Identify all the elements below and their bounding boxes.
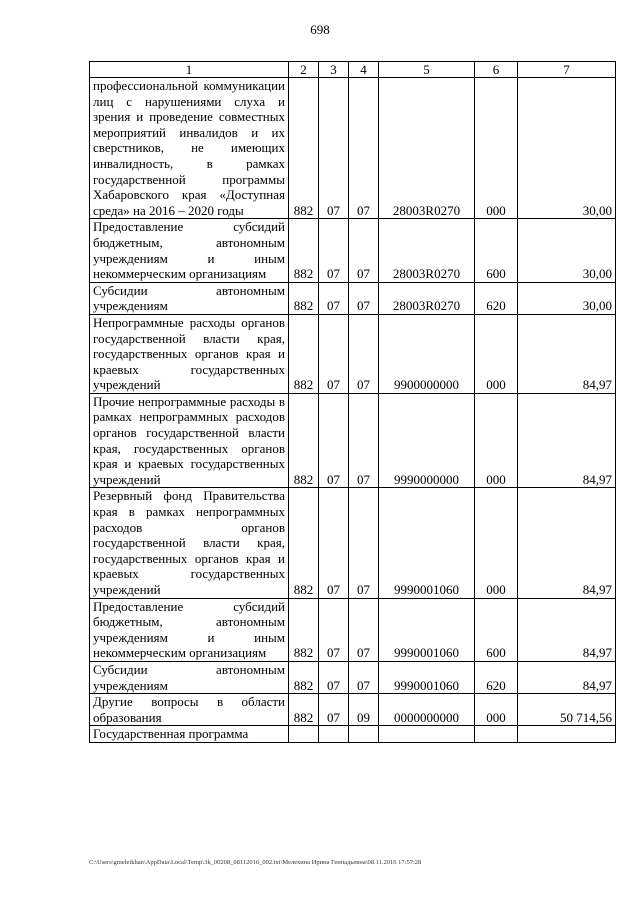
- row-section: [319, 726, 349, 743]
- header-col-2: 2: [289, 62, 319, 78]
- row-admin-code: 882: [289, 282, 319, 314]
- table-row: [90, 488, 616, 598]
- table-row: [90, 661, 616, 693]
- row-name: Государственная программа: [90, 726, 289, 743]
- table-row: [90, 78, 616, 219]
- row-section: 07: [319, 661, 349, 693]
- row-admin-code: [289, 726, 319, 743]
- row-expense-type: 620: [475, 282, 518, 314]
- row-name: Резервный фонд Правительства края в рамках непрограммных расходов органов государственной власти края, государственных органов края и краевых государственных учреждений: [90, 488, 289, 598]
- row-target-article: 9990001060: [379, 661, 475, 693]
- row-expense-type: 600: [475, 598, 518, 661]
- row-admin-code: 882: [289, 488, 319, 598]
- header-col-4: 4: [349, 62, 379, 78]
- row-amount: 50 714,56: [518, 694, 616, 726]
- row-subsection: 07: [349, 661, 379, 693]
- row-admin-code: 882: [289, 694, 319, 726]
- row-section: 07: [319, 694, 349, 726]
- row-name: Непрограммные расходы органов государственной власти края, государственных органов края и краевых государственных учреждений: [90, 314, 289, 393]
- row-section: 07: [319, 219, 349, 282]
- row-expense-type: 000: [475, 314, 518, 393]
- table-row: [90, 393, 616, 488]
- row-subsection: 07: [349, 219, 379, 282]
- table-row: [90, 314, 616, 393]
- table-row: [90, 726, 616, 743]
- header-row: [90, 62, 616, 78]
- row-name: профессиональной коммуникации лиц с нарушениями слуха и зрения и проведение совместных мероприятий инвалидов и их сверстников, не имеющих инвалидность, в рамках государственной программы Хабаровского края «Доступная среда» на 2016 – 2020 годы: [90, 78, 289, 219]
- row-target-article: 0000000000: [379, 694, 475, 726]
- row-amount: 84,97: [518, 598, 616, 661]
- row-amount: [518, 726, 616, 743]
- row-subsection: 09: [349, 694, 379, 726]
- row-expense-type: 000: [475, 78, 518, 219]
- row-amount: 30,00: [518, 282, 616, 314]
- row-expense-type: 600: [475, 219, 518, 282]
- row-target-article: 9990001060: [379, 488, 475, 598]
- header-col-3: 3: [319, 62, 349, 78]
- row-admin-code: 882: [289, 661, 319, 693]
- row-admin-code: 882: [289, 393, 319, 488]
- row-target-article: 9990001060: [379, 598, 475, 661]
- row-amount: 30,00: [518, 219, 616, 282]
- row-subsection: 07: [349, 598, 379, 661]
- row-subsection: 07: [349, 282, 379, 314]
- header-col-1: 1: [90, 62, 289, 78]
- table-row: [90, 219, 616, 282]
- row-admin-code: 882: [289, 598, 319, 661]
- row-amount: 84,97: [518, 314, 616, 393]
- table-row: [90, 282, 616, 314]
- row-amount: 84,97: [518, 488, 616, 598]
- row-amount: 30,00: [518, 78, 616, 219]
- header-col-5: 5: [379, 62, 475, 78]
- row-target-article: 28003R0270: [379, 78, 475, 219]
- row-expense-type: 000: [475, 694, 518, 726]
- row-target-article: 28003R0270: [379, 219, 475, 282]
- table-row: [90, 694, 616, 726]
- table-row: [90, 598, 616, 661]
- row-target-article: 9900000000: [379, 314, 475, 393]
- header-col-7: 7: [518, 62, 616, 78]
- row-expense-type: 000: [475, 488, 518, 598]
- row-admin-code: 882: [289, 219, 319, 282]
- row-section: 07: [319, 78, 349, 219]
- row-name: Субсидии автономным учреждениям: [90, 282, 289, 314]
- row-name: Предоставление субсидий бюджетным, автономным учреждениям и иным некоммерческим организациям: [90, 598, 289, 661]
- row-name: Субсидии автономным учреждениям: [90, 661, 289, 693]
- row-amount: 84,97: [518, 661, 616, 693]
- row-target-article: 28003R0270: [379, 282, 475, 314]
- row-expense-type: [475, 726, 518, 743]
- row-name: Предоставление субсидий бюджетным, автономным учреждениям и иным некоммерческим организациям: [90, 219, 289, 282]
- row-section: 07: [319, 314, 349, 393]
- row-name: Прочие непрограммные расходы в рамках непрограммных расходов органов государственной власти края, государственных органов края и краевых государственных учреждений: [90, 393, 289, 488]
- budget-table: [89, 61, 616, 743]
- row-admin-code: 882: [289, 314, 319, 393]
- row-subsection: 07: [349, 314, 379, 393]
- row-section: 07: [319, 282, 349, 314]
- row-section: 07: [319, 488, 349, 598]
- row-section: 07: [319, 393, 349, 488]
- header-col-6: 6: [475, 62, 518, 78]
- row-subsection: 07: [349, 78, 379, 219]
- row-name: Другие вопросы в области образования: [90, 694, 289, 726]
- row-amount: 84,97: [518, 393, 616, 488]
- row-admin-code: 882: [289, 78, 319, 219]
- row-expense-type: 620: [475, 661, 518, 693]
- row-section: 07: [319, 598, 349, 661]
- row-subsection: [349, 726, 379, 743]
- row-subsection: 07: [349, 488, 379, 598]
- row-target-article: [379, 726, 475, 743]
- row-subsection: 07: [349, 393, 379, 488]
- row-target-article: 9990000000: [379, 393, 475, 488]
- page-number: 698: [310, 22, 330, 37]
- footer-path: C:\Users\gmeleikhan\AppData\Local\Temp\3k_00208_08112016_002.txt\Мелехина Ирина Геннадьевна\08.11.2016 17:57:28: [89, 859, 422, 866]
- row-expense-type: 000: [475, 393, 518, 488]
